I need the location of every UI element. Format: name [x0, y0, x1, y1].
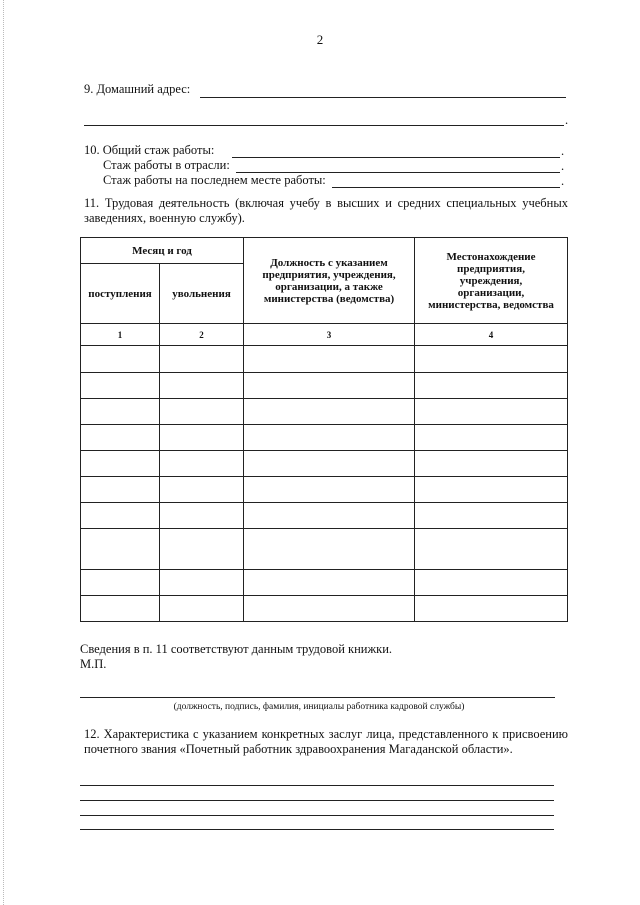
table-cell[interactable] [415, 399, 568, 425]
table-row [81, 399, 568, 425]
table-cell[interactable] [81, 451, 160, 477]
month-year-header: Месяц и год [81, 238, 244, 264]
table-cell[interactable] [160, 596, 244, 622]
page-number: 2 [316, 32, 324, 47]
hr-signature-caption: (должность, подпись, фамилия, инициалы работника кадровой службы) [173, 702, 465, 712]
table-cell[interactable] [81, 570, 160, 596]
column-number: 2 [160, 324, 244, 346]
table-cell[interactable] [160, 529, 244, 570]
characteristic-line[interactable] [80, 815, 554, 816]
home-address-line-2[interactable] [84, 125, 564, 126]
table-cell[interactable] [81, 346, 160, 373]
column-number: 4 [415, 324, 568, 346]
table-row [81, 529, 568, 570]
admission-header: поступления [81, 264, 160, 324]
table-cell[interactable] [81, 425, 160, 451]
table-row [81, 503, 568, 529]
table-cell[interactable] [415, 503, 568, 529]
last-job-experience-line[interactable] [332, 187, 560, 188]
period-mark: . [561, 144, 565, 158]
industry-experience-label: Стаж работы в отрасли: [103, 158, 230, 172]
table-cell[interactable] [415, 477, 568, 503]
table-cell[interactable] [160, 503, 244, 529]
table-cell[interactable] [160, 373, 244, 399]
position-header: Должность с указанием предприятия, учреждения, организации, а также министерства (ведомства) [244, 238, 415, 324]
table-cell[interactable] [415, 596, 568, 622]
last-job-experience-label: Стаж работы на последнем месте работы: [103, 173, 326, 187]
table-row [81, 425, 568, 451]
characteristic-line[interactable] [80, 829, 554, 830]
table-cell[interactable] [160, 451, 244, 477]
table-cell[interactable] [415, 529, 568, 570]
table-cell[interactable] [415, 451, 568, 477]
table-cell[interactable] [415, 346, 568, 373]
table-cell[interactable] [415, 373, 568, 399]
page-edge [3, 0, 4, 905]
dismissal-header: увольнения [160, 264, 244, 324]
table-cell[interactable] [415, 425, 568, 451]
total-experience-line[interactable] [232, 157, 560, 158]
table-cell[interactable] [244, 596, 415, 622]
table-cell[interactable] [81, 503, 160, 529]
location-header: Местонахождение предприятия, учреждения, организации, министерства, ведомства [415, 238, 568, 324]
column-number: 1 [81, 324, 160, 346]
table-row [81, 346, 568, 373]
work-history-intro: 11. Трудовая деятельность (включая учебу в высших и средних специальных учебных заведениях, военную службу). [84, 196, 568, 225]
table-row [81, 477, 568, 503]
period-mark: . [565, 113, 569, 127]
table-cell[interactable] [81, 477, 160, 503]
table-cell[interactable] [244, 570, 415, 596]
table-cell[interactable] [244, 373, 415, 399]
characteristic-line[interactable] [80, 785, 554, 786]
table-cell[interactable] [160, 399, 244, 425]
table-cell[interactable] [244, 425, 415, 451]
table-cell[interactable] [244, 346, 415, 373]
employment-record-confirmation: Сведения в п. 11 соответствуют данным трудовой книжки. [80, 642, 393, 656]
table-row [81, 570, 568, 596]
total-experience-label: 10. Общий стаж работы: [84, 143, 215, 157]
table-row [81, 596, 568, 622]
home-address-label: 9. Домашний адрес: [84, 82, 191, 96]
table-cell[interactable] [244, 503, 415, 529]
table-cell[interactable] [244, 477, 415, 503]
table-cell[interactable] [415, 570, 568, 596]
table-cell[interactable] [160, 477, 244, 503]
stamp-label: М.П. [80, 657, 107, 671]
table-cell[interactable] [81, 529, 160, 570]
table-cell[interactable] [244, 451, 415, 477]
period-mark: . [561, 174, 565, 188]
column-number: 3 [244, 324, 415, 346]
table-cell[interactable] [81, 596, 160, 622]
table-cell[interactable] [160, 570, 244, 596]
table-cell[interactable] [81, 399, 160, 425]
table-cell[interactable] [81, 373, 160, 399]
hr-signature-line[interactable] [80, 697, 555, 698]
table-row [81, 451, 568, 477]
characteristic-intro: 12. Характеристика с указанием конкретных заслуг лица, представленного к присвоению почетного звания «Почетный работник здравоохранения Магаданской области». [84, 727, 568, 756]
characteristic-line[interactable] [80, 800, 554, 801]
table-row [81, 373, 568, 399]
table-cell[interactable] [160, 425, 244, 451]
work-history-table [80, 237, 568, 622]
table-cell[interactable] [244, 529, 415, 570]
home-address-line[interactable] [200, 97, 566, 98]
table-cell[interactable] [244, 399, 415, 425]
table-cell[interactable] [160, 346, 244, 373]
period-mark: . [561, 159, 565, 173]
